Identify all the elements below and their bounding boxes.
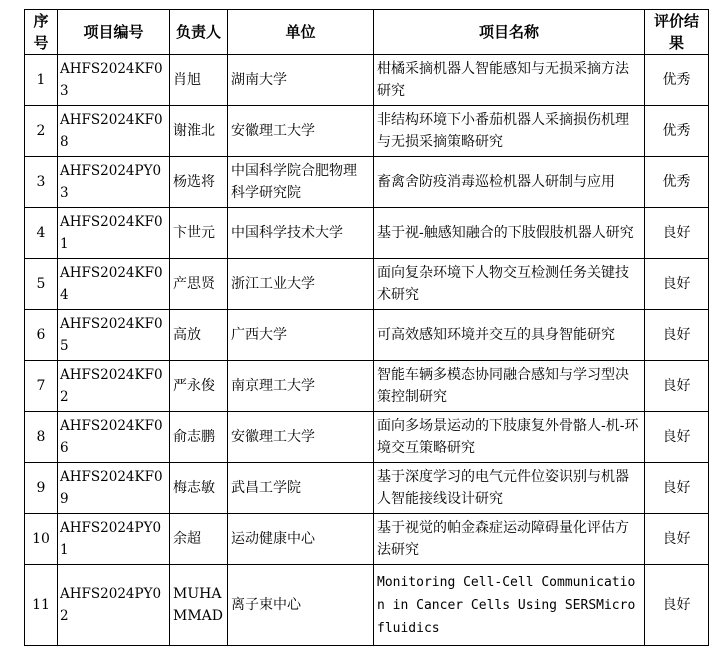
cell-project-code: AHFS2024KF03	[58, 55, 170, 106]
cell-unit: 南京理工大学	[228, 361, 374, 412]
cell-lead: 产思贤	[170, 259, 228, 310]
cell-lead: 严永俊	[170, 361, 228, 412]
cell-unit: 武昌工学院	[228, 463, 374, 514]
cell-project-code: AHFS2024KF09	[58, 463, 170, 514]
cell-project-code: AHFS2024KF02	[58, 361, 170, 412]
cell-unit: 运动健康中心	[228, 514, 374, 565]
cell-project-code: AHFS2024PY02	[58, 565, 170, 646]
cell-result: 良好	[645, 208, 709, 259]
cell-lead: 肖旭	[170, 55, 228, 106]
cell-unit: 广西大学	[228, 310, 374, 361]
cell-project-code: AHFS2024PY01	[58, 514, 170, 565]
cell-lead: 高放	[170, 310, 228, 361]
cell-lead: 俞志鹏	[170, 412, 228, 463]
cell-project-name	[374, 565, 645, 646]
header-unit: 单位	[228, 10, 374, 55]
cell-no: 7	[25, 361, 58, 412]
cell-no: 1	[25, 55, 58, 106]
cell-unit: 安徽理工大学	[228, 412, 374, 463]
cell-project-name: 基于视觉的帕金森症运动障碍量化评估方法研究	[374, 514, 645, 565]
table-row	[25, 361, 709, 412]
table-row	[25, 106, 709, 157]
table-row	[25, 208, 709, 259]
table-row	[25, 565, 709, 646]
cell-project-code: AHFS2024KF06	[58, 412, 170, 463]
cell-project-name: 柑橘采摘机器人智能感知与无损采摘方法研究	[374, 55, 645, 106]
cell-no: 10	[25, 514, 58, 565]
cell-project-code: AHFS2024PY03	[58, 157, 170, 208]
cell-project-name: 面向多场景运动的下肢康复外骨骼人-机-环境交互策略研究	[374, 412, 645, 463]
cell-result: 优秀	[645, 55, 709, 106]
table-row	[25, 310, 709, 361]
cell-unit: 离子束中心	[228, 565, 374, 646]
cell-result: 良好	[645, 565, 709, 646]
cell-no: 6	[25, 310, 58, 361]
header-project-name: 项目名称	[374, 10, 645, 55]
cell-project-name: 基于深度学习的电气元件位姿识别与机器人智能接线设计研究	[374, 463, 645, 514]
cell-lead: 杨选将	[170, 157, 228, 208]
table-row	[25, 412, 709, 463]
cell-lead: 余超	[170, 514, 228, 565]
cell-result: 良好	[645, 514, 709, 565]
cell-project-code: AHFS2024KF01	[58, 208, 170, 259]
cell-result: 良好	[645, 463, 709, 514]
cell-result: 良好	[645, 310, 709, 361]
cell-result: 良好	[645, 259, 709, 310]
cell-unit: 湖南大学	[228, 55, 374, 106]
table-row	[25, 157, 709, 208]
table-row	[25, 463, 709, 514]
header-row	[25, 10, 709, 55]
cell-project-name: 智能车辆多模态协同融合感知与学习型决策控制研究	[374, 361, 645, 412]
cell-project-code: AHFS2024KF08	[58, 106, 170, 157]
header-no: 序号	[25, 10, 58, 55]
cell-no: 4	[25, 208, 58, 259]
cell-unit: 中国科学院合肥物理科学研究院	[228, 157, 374, 208]
header-project-code: 项目编号	[58, 10, 170, 55]
cell-unit: 浙江工业大学	[228, 259, 374, 310]
cell-project-code: AHFS2024KF04	[58, 259, 170, 310]
cell-lead: MUHAMMAD	[170, 565, 228, 646]
cell-result: 优秀	[645, 157, 709, 208]
cell-no: 3	[25, 157, 58, 208]
cell-lead: 卞世元	[170, 208, 228, 259]
header-lead: 负责人	[170, 10, 228, 55]
table-row	[25, 259, 709, 310]
cell-project-name: 可高效感知环境并交互的具身智能研究	[374, 310, 645, 361]
cell-no: 9	[25, 463, 58, 514]
cell-project-code: AHFS2024KF05	[58, 310, 170, 361]
cell-unit: 安徽理工大学	[228, 106, 374, 157]
cell-project-name: 面向复杂环境下人物交互检测任务关键技术研究	[374, 259, 645, 310]
cell-no: 2	[25, 106, 58, 157]
cell-result: 良好	[645, 361, 709, 412]
cell-lead: 梅志敏	[170, 463, 228, 514]
cell-project-name: 畜禽舍防疫消毒巡检机器人研制与应用	[374, 157, 645, 208]
cell-result: 优秀	[645, 106, 709, 157]
cell-no: 5	[25, 259, 58, 310]
cell-no: 11	[25, 565, 58, 646]
header-result: 评价结果	[645, 10, 709, 55]
table-row	[25, 55, 709, 106]
cell-unit: 中国科学技术大学	[228, 208, 374, 259]
cell-result: 良好	[645, 412, 709, 463]
cell-project-name: 基于视-触感知融合的下肢假肢机器人研究	[374, 208, 645, 259]
evaluation-results-table	[24, 9, 709, 646]
project-name-text: Monitoring Cell-Cell Communication in Cancer Cells Using SERSMicrofluidics	[377, 574, 636, 636]
table-row	[25, 514, 709, 565]
cell-no: 8	[25, 412, 58, 463]
cell-lead: 谢淮北	[170, 106, 228, 157]
cell-project-name: 非结构环境下小番茄机器人采摘损伤机理与无损采摘策略研究	[374, 106, 645, 157]
